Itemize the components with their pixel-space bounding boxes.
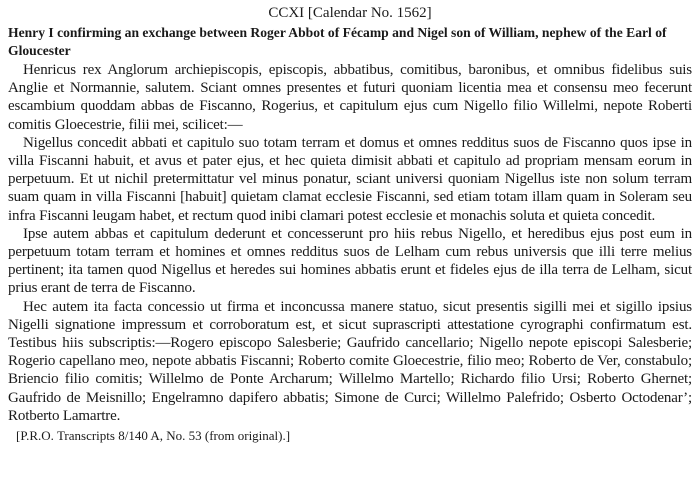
document-page bbox=[8, 4, 692, 445]
paragraph-abbot-grant: Ipse autem abbas et capitulum dederunt et concesserunt pro hiis rebus Nigello, et heredibus ejus post eum in perpetuum totam terram et homines et omnes redditus suos de Lelham cum rebus universis que illi terre melius pertinent; ita tamen quod Nigellus et heredes sui homines abbatis erunt et fideles ejus de illa terra de Lelham, sicut prius erant de terra de Fiscanno. bbox=[8, 225, 692, 297]
paragraph-nigel-grant: Nigellus concedit abbati et capitulo suo totam terram et domus et omnes redditus suos de Fiscanno quos ipse in villa Fiscanni habuit, et avus et pater ejus, et hec quieta dimisit abbati et capitulo ad propriam mensam eorum in perpetuum. Et ut nichil pretermittatur vel minus ponatur, sciant universi quoniam Nigellus iste non solum terram suam quam in villa Fiscanni [habuit] quietam clamat ecclesie Fiscanni, sed etiam totam illam quam in Soleram seu infra Fiscanni leugam habet, et rectum quod inibi clamari potest ecclesie et monachis soluta et quieta concedit. bbox=[8, 134, 692, 224]
paragraph-salutation: Henricus rex Anglorum archiepiscopis, episcopis, abbatibus, comitibus, baronibus, et omnibus fidelibus suis Anglie et Normannie, salutem. Sciant omnes presentes et futuri quoniam licentia mea et consensu meo fecerunt escambium quoddam abbas de Fiscanno, Rogerius, et capitulum ejus cum Nigello filio Willelmi, nepote Roberti comitis Gloecestrie, filii mei, scilicet:— bbox=[8, 62, 692, 133]
charter-heading: CCXI [Calendar No. 1562] bbox=[268, 5, 432, 21]
charter-title: Henry I confirming an exchange between Roger Abbot of Fécamp and Nigel son of William, nephew of the Earl of Gloucester bbox=[8, 25, 667, 58]
paragraph-confirmation-witnesses: Hec autem ita facta concessio ut firma et inconcussa manere statuo, sicut presentis sigilli mei et sigillo ipsius Nigelli signatione impressum et corroboratum est, et sicut suprascripti attestatione cyrographi confirmatum est. Testibus hiis subscriptis:—Rogero episcopo Salesberie; Gaufrido cancellario; Nigello nepote episcopi Salesberie; Rogerio capellano meo, nepote abbatis Fiscanni; Roberto comite Gloecestrie, filio meo; Roberto de Ver, constabulo; Briencio filio comitis; Willelmo de Ponte Archarum; Willelmo Martello; Richardo filio Ursi; Roberto Ghernet; Gaufrido de Meisnillo; Engelramno dapifero abbatis; Simone de Curci; Willelmo Palefrido; Osberto Octodenar’; Rotberto Lamartre. bbox=[8, 298, 692, 424]
source-citation: [P.R.O. Transcripts 8/140 A, No. 53 (from original).] bbox=[16, 428, 291, 444]
